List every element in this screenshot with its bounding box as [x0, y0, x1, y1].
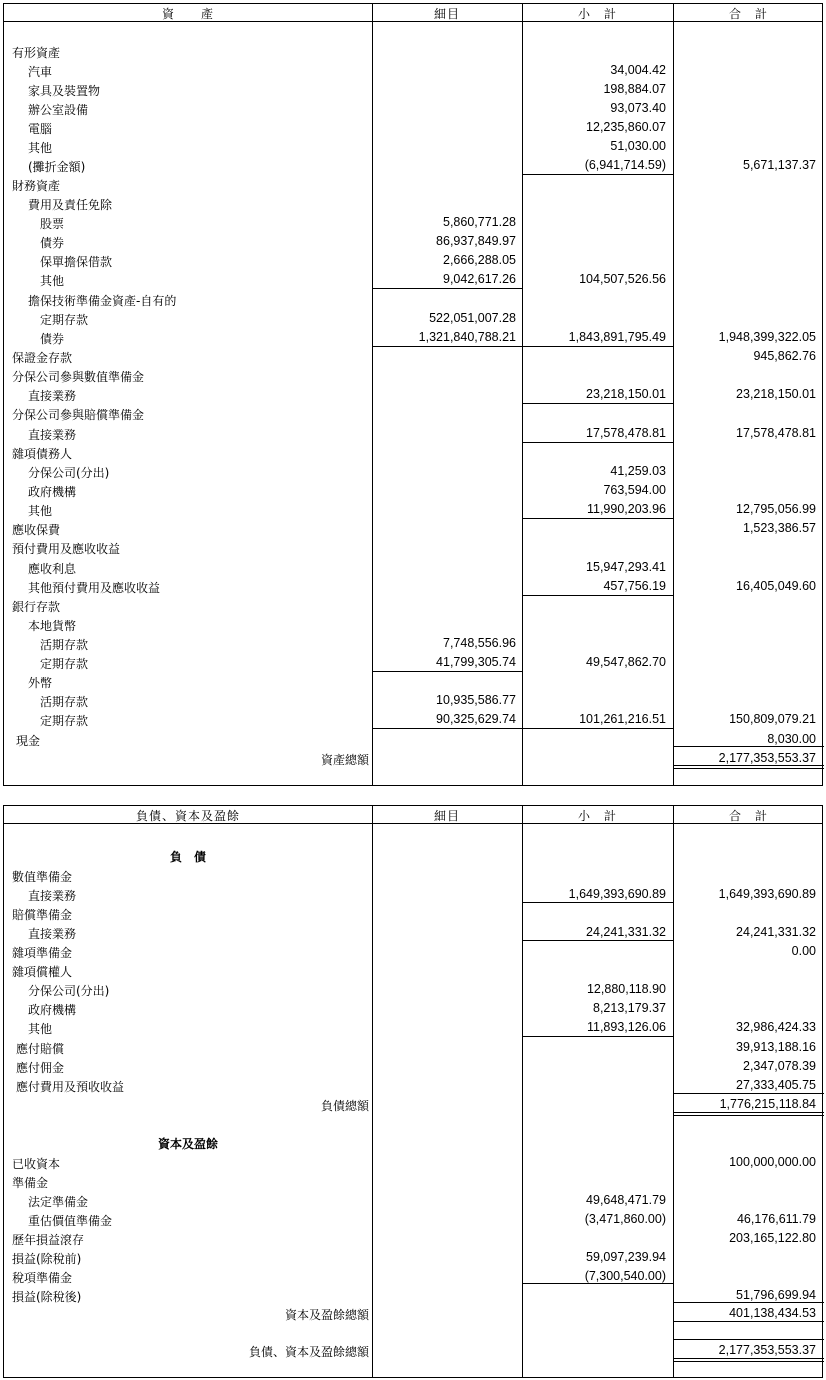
row-label: 直接業務 [28, 927, 77, 941]
row-label: 家具及裝置物 [28, 84, 101, 98]
grand-total-label: 負債、資本及盈餘總額 [248, 1345, 369, 1359]
table-row [4, 424, 822, 443]
row-label: 雜項債務人 [12, 447, 73, 461]
header-subtotal: 小 計 [577, 809, 617, 823]
assets-total-label: 資產總額 [320, 753, 369, 767]
row-label: 直接業務 [28, 428, 77, 442]
table-row [4, 1153, 822, 1172]
row-label: 稅項準備金 [12, 1271, 73, 1285]
capital-total-label: 資本及盈餘總額 [284, 1308, 369, 1322]
row-label: 定期存款 [40, 714, 89, 728]
total-double-underline [673, 1115, 824, 1116]
table-row [4, 980, 822, 999]
table-row [4, 213, 822, 232]
detail-value: 86,937,849.97 [436, 234, 516, 248]
table-row [4, 1018, 822, 1037]
header-detail: 細目 [433, 809, 460, 823]
row-label: 損益(除稅前) [12, 1252, 82, 1266]
table-row [4, 500, 822, 519]
section-liabilities-row [4, 846, 822, 865]
assets-total-value: 2,177,353,553.37 [718, 751, 816, 765]
row-label: 數值準備金 [12, 870, 73, 884]
subtotal-value: 457,756.19 [603, 579, 666, 593]
detail-value: 1,321,840,788.21 [418, 330, 516, 344]
table-row [4, 538, 822, 557]
total-value: 0.00 [791, 944, 816, 958]
table-row [4, 1172, 822, 1191]
subtotal-value: 23,218,150.01 [586, 387, 666, 401]
subtotal-underline [522, 346, 673, 347]
row-label: 雜項償權人 [12, 965, 73, 979]
row-label: 分保公司參與數值準備金 [12, 370, 145, 384]
assets-total-row [4, 749, 822, 768]
liabilities-header-row [4, 806, 822, 824]
subtotal-value: 15,947,293.41 [586, 560, 666, 574]
liabilities-total-row [4, 1095, 822, 1114]
detail-value: 9,042,617.26 [443, 272, 516, 286]
detail-underline [372, 346, 522, 347]
row-label: 應付佣金 [16, 1061, 65, 1075]
total-value: 16,405,049.60 [736, 579, 816, 593]
row-label: 應付賠償 [16, 1042, 65, 1056]
capital-total-row [4, 1304, 822, 1323]
table-row [4, 519, 822, 538]
table-row [4, 347, 822, 366]
detail-value: 2,666,288.05 [443, 253, 516, 267]
row-label: 直接業務 [28, 389, 77, 403]
subtotal-value: 51,030.00 [610, 139, 666, 153]
table-row [4, 137, 822, 156]
subtotal-value: 8,213,179.37 [593, 1001, 666, 1015]
header-assets: 資 產 [161, 7, 214, 21]
row-label: 其他 [40, 274, 65, 288]
subtotal-value: 49,547,862.70 [586, 655, 666, 669]
row-label: 損益(除稅後) [12, 1290, 82, 1304]
total-value: 8,030.00 [767, 732, 816, 746]
row-label: 銀行存款 [12, 600, 61, 614]
table-row [4, 309, 822, 328]
detail-underline [372, 728, 522, 729]
row-label: 辦公室設備 [28, 103, 89, 117]
table-row [4, 462, 822, 481]
subtotal-value: 1,843,891,795.49 [568, 330, 666, 344]
total-value: 27,333,405.75 [736, 1078, 816, 1092]
subtotal-value: 104,507,526.56 [579, 272, 666, 286]
total-value: 24,241,331.32 [736, 925, 816, 939]
row-label: 汽車 [28, 65, 53, 79]
table-row [4, 156, 822, 175]
header-detail: 細目 [433, 7, 460, 21]
row-label: 直接業務 [28, 889, 77, 903]
table-row [4, 194, 822, 213]
total-value: 203,165,122.80 [729, 1231, 816, 1245]
table-row [4, 710, 822, 729]
section-capital-row [4, 1133, 822, 1152]
subtotal-value: (3,471,860.00) [584, 1212, 666, 1226]
row-label: (攤折金額) [28, 160, 86, 174]
grand-total-row [4, 1341, 822, 1360]
subtotal-value: 198,884.07 [603, 82, 666, 96]
subtotal-underline [522, 174, 673, 175]
table-row [4, 232, 822, 251]
row-label: 分保公司參與賠償準備金 [12, 408, 145, 422]
row-label: 準備金 [12, 1176, 49, 1190]
subtotal-value: (7,300,540.00) [584, 1269, 666, 1283]
subtotal-underline [522, 518, 673, 519]
total-underline [673, 1339, 824, 1340]
total-underline [673, 746, 824, 747]
section-capital-title: 資本及盈餘 [158, 1137, 219, 1151]
total-double-underline [673, 1361, 824, 1362]
table-row [4, 118, 822, 137]
row-label: 重估價值準備金 [28, 1214, 113, 1228]
total-double-underline [673, 768, 824, 769]
table-row [4, 366, 822, 385]
subtotal-value: 1,649,393,690.89 [568, 887, 666, 901]
table-row [4, 1210, 822, 1229]
row-label: 本地貨幣 [28, 619, 77, 633]
subtotal-value: 763,594.00 [603, 483, 666, 497]
subtotal-value: 24,241,331.32 [586, 925, 666, 939]
table-row [4, 42, 822, 61]
subtotal-value: 12,235,860.07 [586, 120, 666, 134]
section-liabilities-title: 負 債 [170, 850, 207, 864]
total-value: 5,671,137.37 [743, 158, 816, 172]
row-label: 定期存款 [40, 657, 89, 671]
table-row [4, 481, 822, 500]
total-value: 1,523,386.57 [743, 521, 816, 535]
table-row [4, 99, 822, 118]
row-label: 應付費用及預收收益 [16, 1080, 125, 1094]
row-label: 法定準備金 [28, 1195, 89, 1209]
row-label: 外幣 [28, 676, 53, 690]
total-value: 945,862.76 [753, 349, 816, 363]
row-label: 賠償準備金 [12, 908, 73, 922]
total-value: 51,796,699.94 [736, 1288, 816, 1302]
row-label: 定期存款 [40, 313, 89, 327]
detail-underline [372, 288, 522, 289]
row-label: 政府機構 [28, 485, 77, 499]
total-value: 2,347,078.39 [743, 1059, 816, 1073]
row-label: 現金 [16, 734, 41, 748]
row-label: 債券 [40, 332, 65, 346]
table-row [4, 1038, 822, 1057]
table-row [4, 634, 822, 653]
capital-total-value: 401,138,434.53 [729, 1306, 816, 1320]
row-label: 歷年損益滾存 [12, 1233, 85, 1247]
total-value: 39,913,188.16 [736, 1040, 816, 1054]
detail-value: 7,748,556.96 [443, 636, 516, 650]
row-label: 政府機構 [28, 1003, 77, 1017]
table-row [4, 885, 822, 904]
row-label: 活期存款 [40, 638, 89, 652]
total-value: 17,578,478.81 [736, 426, 816, 440]
subtotal-underline [522, 595, 673, 596]
row-label: 電腦 [28, 122, 53, 136]
subtotal-value: 49,648,471.79 [586, 1193, 666, 1207]
table-row [4, 596, 822, 615]
subtotal-underline [522, 442, 673, 443]
table-row [4, 1057, 822, 1076]
total-value: 1,649,393,690.89 [718, 887, 816, 901]
row-label: 應收利息 [28, 562, 77, 576]
table-row [4, 270, 822, 289]
table-row [4, 404, 822, 423]
assets-table [3, 3, 823, 786]
header-total: 合 計 [728, 809, 768, 823]
table-row [4, 904, 822, 923]
header-total: 合 計 [728, 7, 768, 21]
row-label: 預付費用及應收收益 [12, 542, 121, 556]
row-label: 擔保技術準備金資產-自有的 [28, 294, 177, 308]
total-value: 23,218,150.01 [736, 387, 816, 401]
table-row [4, 251, 822, 270]
table-row [4, 961, 822, 980]
table-row [4, 653, 822, 672]
row-label: 分保公司(分出) [28, 984, 110, 998]
table-row [4, 328, 822, 347]
subtotal-value: 34,004.42 [610, 63, 666, 77]
table-row [4, 1267, 822, 1286]
table-row [4, 615, 822, 634]
row-label: 已收資本 [12, 1157, 61, 1171]
subtotal-underline [522, 728, 673, 729]
table-row [4, 175, 822, 194]
table-row [4, 61, 822, 80]
total-value: 100,000,000.00 [729, 1155, 816, 1169]
subtotal-value: (6,941,714.59) [584, 158, 666, 172]
row-label: 其他預付費用及應收收益 [28, 581, 161, 595]
row-label: 有形資產 [12, 46, 61, 60]
liabilities-total-label: 負債總額 [320, 1099, 369, 1113]
header-subtotal: 小 計 [577, 7, 617, 21]
subtotal-value: 41,259.03 [610, 464, 666, 478]
detail-value: 90,325,629.74 [436, 712, 516, 726]
total-value: 1,948,399,322.05 [718, 330, 816, 344]
total-underline [673, 1093, 824, 1094]
row-label: 保單擔保借款 [40, 255, 113, 269]
row-label: 分保公司(分出) [28, 466, 110, 480]
subtotal-underline [522, 1283, 673, 1284]
table-row [4, 691, 822, 710]
row-label: 其他 [28, 1022, 53, 1036]
table-row [4, 1229, 822, 1248]
total-value: 32,986,424.33 [736, 1020, 816, 1034]
subtotal-value: 59,097,239.94 [586, 1250, 666, 1264]
row-label: 其他 [28, 141, 53, 155]
row-label: 應收保費 [12, 523, 61, 537]
header-liabilities: 負債、資本及盈餘 [135, 809, 240, 823]
subtotal-value: 11,990,203.96 [586, 502, 666, 516]
table-row [4, 577, 822, 596]
total-underline [673, 1302, 824, 1303]
table-row [4, 1191, 822, 1210]
total-value: 46,176,611.79 [736, 1212, 816, 1226]
table-row [4, 558, 822, 577]
detail-value: 522,051,007.28 [429, 311, 516, 325]
row-label: 股票 [40, 217, 65, 231]
table-row [4, 1248, 822, 1267]
grand-total-value: 2,177,353,553.37 [718, 1343, 816, 1357]
table-row [4, 290, 822, 309]
detail-value: 10,935,586.77 [436, 693, 516, 707]
detail-value: 41,799,305.74 [436, 655, 516, 669]
table-row [4, 999, 822, 1018]
row-label: 費用及責任免除 [28, 198, 113, 212]
liabilities-table [3, 805, 823, 1378]
total-value: 150,809,079.21 [729, 712, 816, 726]
detail-value: 5,860,771.28 [443, 215, 516, 229]
subtotal-underline [522, 1036, 673, 1037]
assets-header-row [4, 4, 822, 22]
row-label: 債券 [40, 236, 65, 250]
subtotal-underline [522, 902, 673, 903]
table-row [4, 443, 822, 462]
liabilities-total-value: 1,776,215,118.84 [719, 1097, 816, 1111]
table-row [4, 672, 822, 691]
row-label: 活期存款 [40, 695, 89, 709]
detail-underline [372, 671, 522, 672]
row-label: 其他 [28, 504, 53, 518]
row-label: 雜項準備金 [12, 946, 73, 960]
row-label: 財務資產 [12, 179, 61, 193]
table-row [4, 80, 822, 99]
subtotal-underline [522, 403, 673, 404]
total-value: 12,795,056.99 [736, 502, 816, 516]
table-row [4, 942, 822, 961]
row-label: 保證金存款 [12, 351, 73, 365]
subtotal-value: 11,893,126.06 [586, 1020, 666, 1034]
subtotal-underline [522, 940, 673, 941]
subtotal-value: 93,073.40 [610, 101, 666, 115]
subtotal-value: 12,880,118.90 [586, 982, 666, 996]
subtotal-value: 17,578,478.81 [586, 426, 666, 440]
table-row [4, 923, 822, 942]
table-row [4, 866, 822, 885]
subtotal-value: 101,261,216.51 [579, 712, 666, 726]
table-row [4, 385, 822, 404]
